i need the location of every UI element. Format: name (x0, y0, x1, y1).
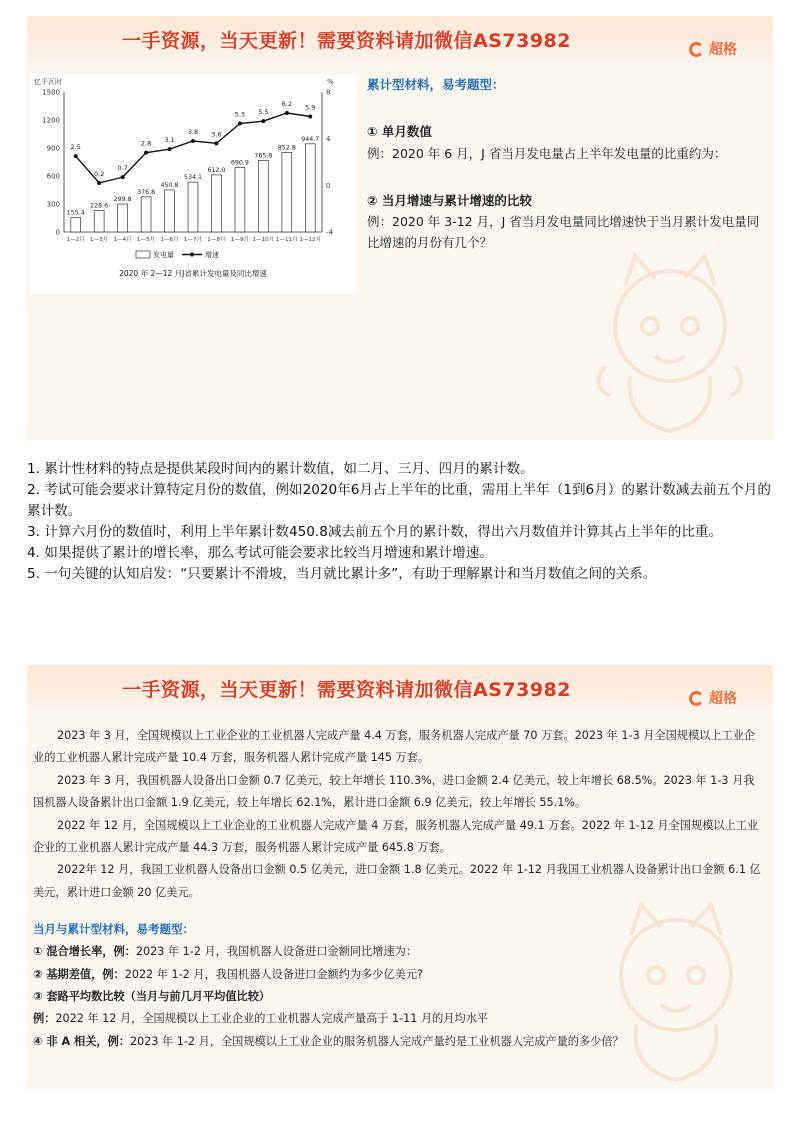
line-point-growth (214, 141, 218, 145)
bar-data-label: 765.8 (254, 152, 273, 160)
line-data-label: 5.9 (305, 103, 316, 112)
bar-power (235, 168, 245, 232)
line-point-growth (74, 154, 78, 158)
line-data-label: 3.6 (211, 130, 222, 139)
line-data-label: 2.8 (140, 139, 152, 148)
y-tick-right: -4 (326, 228, 333, 237)
question-panel (367, 74, 767, 254)
line-point-growth (168, 147, 172, 151)
x-tick-label: 1—12月 (299, 237, 322, 243)
question-4-label: ④ 非 A 相关， (33, 1034, 108, 1048)
material-paragraph: 2022 年 12 月，全国规模以上工业企业的工业机器人完成产量 4 万套，服务机器人完成产量 49.1 万套。2022 年 1-12 月全国规模以上工业企业的工业机器人累计完成产量 44.3 万套，服务机器人累计完成产量 645.8 万套。 (33, 818, 759, 855)
y-tick-left: 600 (46, 172, 60, 181)
bar-power (94, 211, 104, 232)
question-1 (33, 941, 763, 963)
bar-power (188, 182, 198, 232)
bar-power (212, 175, 222, 232)
question-4 (33, 1031, 763, 1053)
logo-icon (689, 42, 704, 57)
question-1-text: 2023 年 1-2 月，我国机器人设备进口金额同比增速为： (135, 945, 418, 959)
question-heading: 累计型材料，易考题型： (367, 77, 505, 92)
bar-power (165, 190, 175, 232)
question-2-example: 例：2020 年 3-12 月，J 省当月发电量同比增速快于当月累计发电量同比增速的月份有几个？ (367, 214, 760, 251)
line-data-label: 5.3 (234, 110, 246, 119)
line-point-growth (285, 111, 289, 115)
chart-canvas (30, 74, 356, 294)
y-tick-left: 900 (46, 144, 60, 153)
question-2-text: 2022 年 1-2 月，我国机器人设备进口金额约为多少亿美元? (124, 967, 423, 981)
bar-power (305, 144, 315, 232)
example-label: 例： (113, 945, 136, 959)
question-1-title: ① 单月数值 (367, 124, 432, 140)
x-tick-label: 1—2月 (66, 237, 85, 243)
example-label: 例： (107, 1034, 130, 1048)
y-axis-right-label: % (327, 78, 334, 86)
question-1-label: ① 混合增长率， (33, 945, 114, 959)
line-point-growth (97, 181, 101, 185)
material-paragraph: 2022年 12 月，我国工业机器人设备出口金额 0.5 亿美元，进口金额 1.8 亿美元。2022 年 1-12 月我国工业机器人设备累计出口金额 6.1 亿美元，累计进口金额 20 亿美元。 (33, 863, 761, 899)
bar-data-label: 534.1 (183, 174, 203, 182)
x-tick-label: 1—10月 (252, 237, 275, 243)
bar-power (258, 161, 268, 232)
y-tick-right: 8 (326, 88, 331, 97)
note-item: 1. 累计性材料的特点是提供某段时间内的累计数值，如二月、三月、四月的累计数。 (27, 461, 534, 477)
brand-logo (689, 688, 737, 708)
question-heading: 当月与累计型材料，易考题型： (33, 922, 194, 937)
x-tick-label: 1—6月 (160, 237, 179, 243)
slide-1 (27, 16, 773, 440)
line-data-label: 6.2 (281, 100, 292, 108)
logo-icon (689, 691, 704, 706)
note-item: 3. 计算六月份的数值时，利用上半年累计数450.8减去前五个月的累计数，得出六月数值并计算其占上半年的比重。 (27, 524, 723, 541)
banner-text: 一手资源，当天更新！需要资料请加微信AS73982 (122, 30, 571, 52)
x-tick-label: 1—5月 (136, 237, 156, 243)
legend-bar-swatch (136, 251, 150, 258)
bar-power (118, 204, 128, 232)
bar-data-label: 944.7 (301, 135, 320, 143)
bar-data-label: 155.4 (66, 209, 85, 217)
notes-list (27, 459, 775, 585)
promo-banner (27, 665, 773, 711)
question-3 (33, 1008, 763, 1030)
legend-bar-label: 发电量 (153, 251, 174, 259)
note-item: 5. 一句关键的认知启发：“只要累计不滑坡，当月就比累计多”，有助于理解累计和当月数值之间的关系。 (27, 566, 657, 583)
x-tick-label: 1—7月 (183, 237, 203, 243)
material-paragraph: 2023 年 3 月，我国机器人设备出口金额 0.7 亿美元，较上年增长 110.3%，进口金额 2.4 亿美元，较上年增长 68.5%。2023 年 1-3 月我国机器人设备累计出口金额 1.9 亿美元，较上年增长 62.1%，累计进口金额 6.9 亿美元，较上年增长 55.1%。 (33, 773, 755, 810)
question-2-label: ② 基期差值， (33, 967, 103, 981)
bar-data-label: 612.0 (207, 166, 226, 174)
x-tick-label: 1—4月 (113, 237, 132, 243)
line-point-growth (238, 122, 242, 126)
legend-line-marker (190, 253, 194, 257)
line-point-growth (191, 139, 195, 143)
line-data-label: 5.5 (258, 108, 269, 117)
question-2-title: ② 当月增速与累计增速的比较 (367, 192, 532, 208)
note-item: 4. 如果提供了累计的增长率，那么考试可能会要求比较当月增速和累计增速。 (27, 545, 493, 562)
logo-text: 超格 (709, 691, 737, 707)
mascot-watermark-icon (585, 246, 755, 436)
y-tick-left: 1200 (42, 116, 60, 125)
question-1-example: 例：2020 年 6 月，J 省当月发电量占上半年发电量的比重约为： (367, 145, 727, 161)
x-tick-label: 1—11月 (275, 237, 298, 243)
slide-2 (27, 665, 773, 1089)
line-data-label: 0.7 (117, 164, 128, 173)
material-paragraph: 2023 年 3 月，全国规模以上工业企业的工业机器人完成产量 4.4 万套，服务机器人完成产量 70 万套。2023 年 1-3 月全国规模以上工业企业的工业机器人累计完成产量 10.4 万套，服务机器人累计完成产量 145 万套。 (33, 729, 756, 765)
line-point-growth (121, 175, 125, 179)
line-point-growth (308, 115, 312, 119)
example-label: 例： (33, 1012, 56, 1026)
promo-banner (27, 16, 773, 62)
example-label: 例： (102, 967, 125, 981)
question-4-text: 2023 年 1-2 月，全国规模以上工业企业的服务机器人完成产量约是工业机器人完成产量的多少倍？ (129, 1034, 624, 1048)
x-tick-label: 1—8月 (207, 237, 226, 243)
x-tick-label: 1—9月 (230, 237, 250, 243)
y-tick-left: 1500 (42, 88, 60, 97)
bar-power (71, 217, 81, 232)
chart-title: 2020 年 2—12 月J省累计发电量及同比增速 (119, 269, 267, 278)
question-types (33, 918, 763, 1053)
bar-power (282, 152, 292, 232)
chart-cumulative-power (30, 74, 356, 294)
bar-data-label: 450.8 (160, 181, 179, 189)
y-tick-left: 0 (55, 228, 60, 237)
y-tick-right: 4 (326, 135, 331, 144)
material-text (33, 725, 763, 1053)
line-point-growth (144, 151, 148, 155)
question-2 (33, 964, 763, 986)
question-3-text: 2022 年 12 月，全国规模以上工业企业的工业机器人完成产量高于 1-11 月的月均水平 (55, 1012, 489, 1026)
bar-power (141, 197, 151, 232)
line-point-growth (261, 119, 265, 123)
bar-data-label: 228.6 (90, 202, 109, 210)
bar-data-label: 376.8 (137, 188, 156, 196)
line-data-label: 3.8 (187, 128, 199, 136)
bar-data-label: 852.8 (277, 144, 296, 152)
note-item: 2. 考试可能会要求计算特定月份的数值，例如2020年6月占上半年的比重，需用上半年（1到6月）的累计数减去前五个月的累计数。 (27, 482, 771, 520)
legend-line-label: 增速 (205, 251, 219, 259)
line-data-label: 3.1 (164, 136, 175, 145)
line-data-label: 0.2 (94, 170, 105, 178)
line-data-label: 2.5 (70, 143, 81, 152)
brand-logo (689, 39, 737, 59)
logo-text: 超格 (709, 42, 737, 58)
bar-data-label: 299.8 (113, 196, 132, 204)
bar-data-label: 690.9 (230, 159, 249, 167)
banner-text: 一手资源，当天更新！需要资料请加微信AS73982 (122, 679, 571, 701)
y-tick-right: 0 (326, 181, 331, 190)
y-tick-left: 300 (46, 200, 60, 209)
x-tick-label: 1—3月 (90, 237, 109, 243)
y-axis-left-label: 亿千瓦时 (34, 78, 62, 86)
question-3-label: ③ 套路平均数比较（当月与前几月平均值比较） (33, 990, 271, 1004)
